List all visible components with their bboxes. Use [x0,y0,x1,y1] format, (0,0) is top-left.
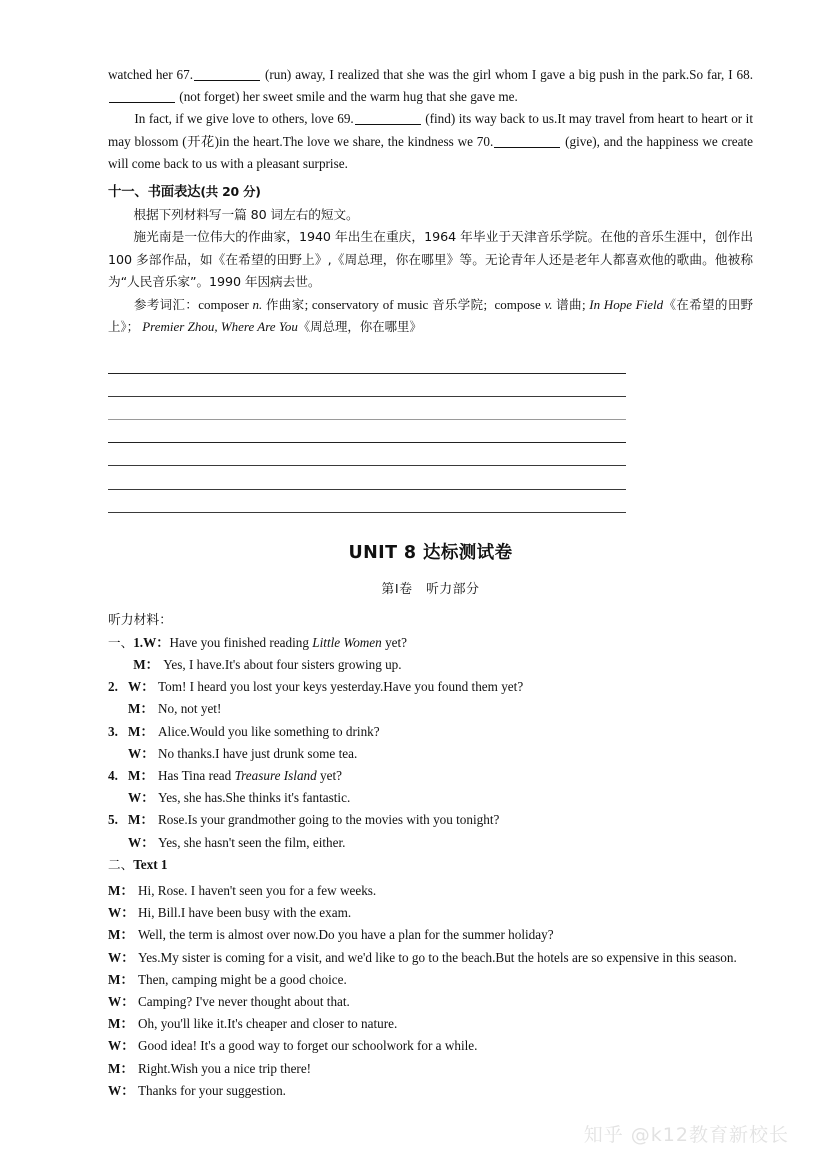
section-heading-writing [108,181,753,204]
text1-line [108,880,753,902]
item-4-number: 4. [108,767,118,783]
item-3-reply-text: No thanks.I have just drunk some tea. [158,745,358,761]
item-4-speaker: M： [128,767,154,783]
text1-line [108,924,753,946]
text1-speaker: W： [108,1038,135,1054]
book-title-little-women: Little Women [312,634,382,650]
listening-item-5-line-2 [108,832,753,854]
vocab-item-3-cn: 谱曲 [556,296,582,312]
item-2-reply-text: No, not yet! [158,701,222,717]
writing-line[interactable] [108,443,626,466]
text1-line [108,991,753,1013]
book-title-treasure-island: Treasure Island [234,767,317,783]
cloze-text-2c: (give), and the happiness we create will come back to us with a pleasant surprise. [108,133,754,171]
text1-line [108,1013,753,1035]
text1-text: Hi, Bill.I have been busy with the exam. [138,905,352,921]
writing-answer-lines[interactable] [108,350,626,512]
cloze-text-1c: (not forget) her sweet smile and the warm hug that she gave me. [179,89,518,105]
page-content [108,64,753,1102]
text1-text: Right.Wish you a nice trip there! [138,1060,312,1076]
listening-item-5-line-1 [108,809,753,831]
cloze-text-2a: In fact, if we give love to others, love 69. [134,111,354,127]
listening-item-4-line-2 [108,787,753,809]
text1-text: Then, camping might be a good choice. [138,971,347,987]
vocab-item-2-cn: 音乐学院 [432,296,484,312]
text1-speaker: M： [108,927,134,943]
item-4-reply-speaker: W： [128,790,155,806]
item-2-text: Tom! I heard you lost your keys yesterday.Have you found them yet? [158,679,524,695]
item-2-reply-speaker: M： [128,701,154,717]
item-3-speaker: M： [128,723,154,739]
listening-item-1-line-2 [108,654,753,676]
text1-line [108,1035,753,1057]
writing-line[interactable] [108,420,626,443]
section-heading-score: (共 20 分) [200,184,261,200]
text1-line [108,902,753,924]
text1-speaker: M： [108,883,134,898]
watermark: 知乎 @k12教育新校长 [583,1124,789,1146]
unit-title: UNIT 8 达标测试卷 [348,542,513,563]
writing-line[interactable] [108,397,626,420]
listening-group-2-heading [108,854,753,876]
listening-item-2-line-2 [108,698,753,720]
vocab-item-3-en: compose [494,296,541,312]
listening-item-2-line-1 [108,676,753,698]
text1-text: Hi, Rose. I haven't seen you for a few weeks. [138,883,377,898]
text1-speaker: M： [108,1016,134,1032]
vocab-item-2-en: conservatory of music [311,296,429,312]
unit-subtitle: 第Ⅰ卷 听力部分 [381,581,480,597]
text1-speaker: W： [108,949,135,965]
item-1-text: Have you finished reading Little Women yet? [169,634,408,650]
text1-text: Good idea! It's a good way to forget our schoolwork for a while. [138,1038,478,1054]
vocab-item-3-pos: v. [544,296,553,312]
vocab-title-1-cn: 《在希望的田野上》； [108,296,754,335]
item-3-number: 3. [108,723,118,739]
vocab-item-1-en: composer [198,296,249,312]
text1-speaker: M： [108,971,134,987]
text1-speaker: W： [108,1082,135,1098]
item-1-reply-speaker: M： [133,656,159,672]
section-heading-label: 十一、书面表达 [108,185,201,201]
item-5-speaker: M： [128,812,154,828]
text1-line [108,969,753,991]
vocab-item-1-cn: 作曲家 [266,296,305,312]
text1-text: Thanks for your suggestion. [138,1082,286,1098]
item-5-text: Rose.Is your grandmother going to the movies with you tonight? [158,812,500,828]
cloze-blank-70 [494,147,560,148]
cloze-blank-69 [355,124,421,125]
vocab-item-1-pos: n. [252,296,263,312]
item-2-speaker: W： [128,679,155,695]
writing-material: 施光南是一位伟大的作曲家，1940 年出生在重庆，1964 年毕业于天津音乐学院。在他的音乐生涯中，创作出 100 多部作品，如《在希望的田野上》,《周总理，你在哪里》等。无论青年人还是老年人都喜欢他的歌曲。他被称为“人民音乐家”。1990 年因病去世。 [108,229,753,290]
writing-instruction: 根据下列材料写一篇 80 词左右的短文。 [133,207,359,223]
vocab-title-1-en: In Hope Field [589,296,664,312]
listening-item-3-line-1 [108,721,753,743]
item-4-reply-text: Yes, she has.She thinks it's fantastic. [158,790,351,806]
text1-text: Camping? I've never thought about that. [138,994,350,1010]
cloze-text-2b: (find) its way back to us.It may travel from heart to heart or it may blossom (开花)in the heart.The love we share, the kindness we 70. [108,111,754,149]
item-1-reply-text: Yes, I have.It's about four sisters growing up. [163,656,402,672]
item-5-reply-text: Yes, she hasn't seen the film, either. [158,834,346,850]
text1-line [108,1080,753,1102]
writing-line[interactable] [108,490,626,513]
item-5-number: 5. [108,812,118,828]
item-3-reply-speaker: W： [128,745,155,761]
group-1-mark: 一、 [108,634,134,650]
listening-item-3-line-2 [108,743,753,765]
writing-line[interactable] [108,466,626,489]
text1-text: Yes.My sister is coming for a visit, and we'd like to go to the beach.But the hotels are so expensive in this season. [138,949,737,965]
group-2-mark: 二、 [108,856,134,872]
item-4-text: Has Tina read Treasure Island yet? [158,767,343,783]
cloze-paragraph-2 [108,108,753,175]
item-1-number-speaker [133,632,169,654]
listening-items-group-1 [108,632,753,854]
vocabulary-hints: 参考词汇：composer n. 作曲家; conservatory of music 音乐学院; compose v. 谱曲; In Hope Field《在希望的田野上》； Premier Zhou, Where Are You《周总理，你在哪里》 [108,296,754,335]
group-2-label: Text 1 [133,856,168,872]
text1-line [108,1058,753,1080]
writing-line[interactable] [108,374,626,397]
text1-speaker: M： [108,1060,134,1076]
vocab-label: 参考词汇： [134,296,199,312]
writing-line[interactable] [108,350,626,373]
text1-dialogue [108,880,753,1102]
text1-line [108,947,753,969]
listening-material-label: 听力材料： [108,612,172,628]
listening-item-4-line-1 [108,765,753,787]
cloze-blank-67 [194,80,260,81]
cloze-text-1a: watched her 67. [108,67,194,82]
vocab-title-2-cn: 《周总理，你在哪里》 [297,319,422,335]
text1-speaker: W： [108,905,135,921]
item-5-reply-speaker: W： [128,834,155,850]
item-1-speaker: W： [143,634,170,650]
cloze-paragraph-1 [108,64,753,108]
vocab-title-2-en: Premier Zhou, Where Are You [142,319,298,335]
text1-speaker: W： [108,994,135,1010]
item-3-text: Alice.Would you like something to drink? [158,723,380,739]
listening-item-1-line-1 [108,632,753,654]
cloze-text-1b: (run) away, I realized that she was the girl whom I gave a big push in the park.So far, I 68. [264,67,754,82]
cloze-blank-68 [109,102,175,103]
text1-text: Oh, you'll like it.It's cheaper and closer to nature. [138,1016,398,1032]
item-1-number: 1. [133,634,144,650]
item-2-number: 2. [108,679,118,695]
text1-text: Well, the term is almost over now.Do you have a plan for the summer holiday? [138,927,554,943]
